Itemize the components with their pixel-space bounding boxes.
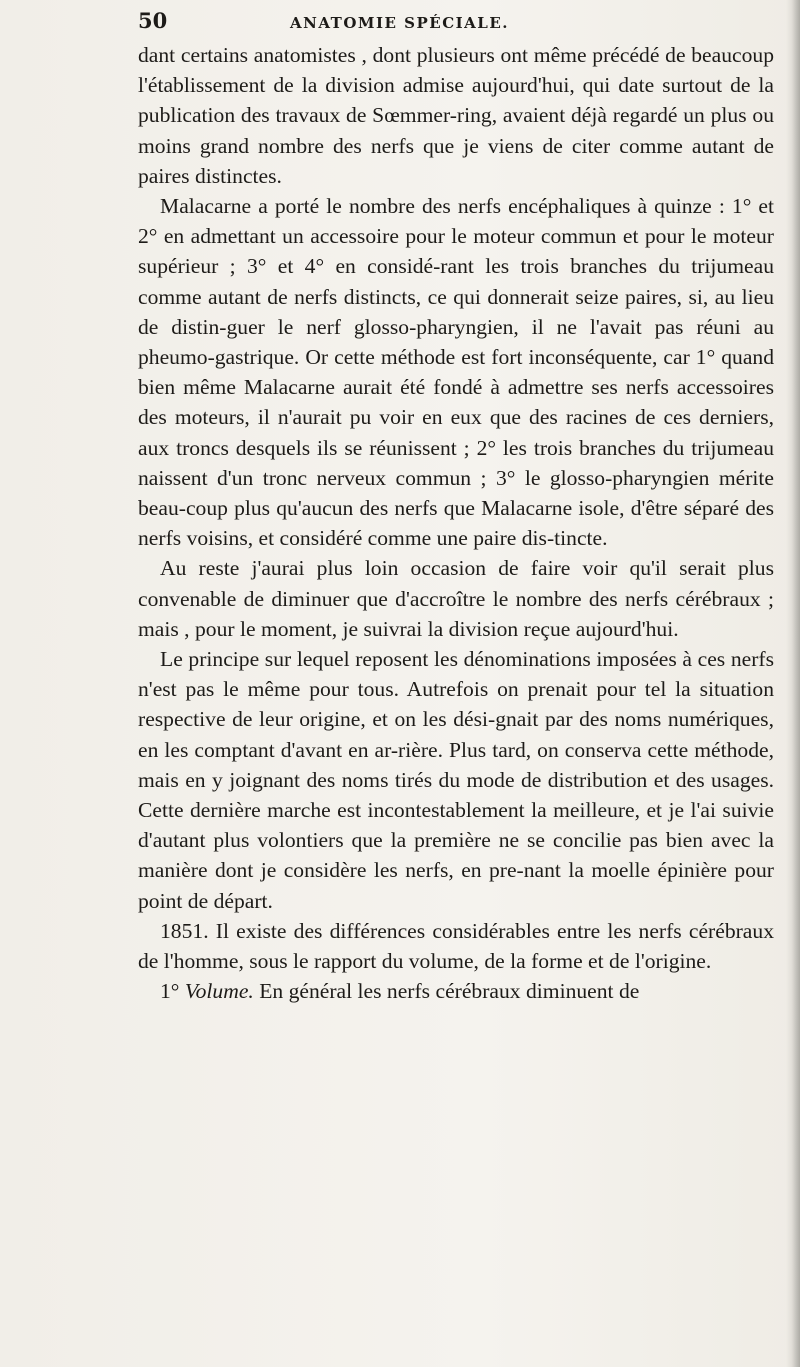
page-header <box>138 8 778 38</box>
page-body <box>138 40 774 1007</box>
page-number: 50 <box>138 8 168 33</box>
paragraph-continuation: dant certains anatomistes , dont plusieurs ont même précédé de beaucoup l'établissement de la division admise aujourd'hui, qui date surtout de la publication des travaux de Sœmmer-ring, avaient déjà regardé un plus ou moins grand nombre des nerfs que je viens de citer comme autant de paires distinctes. <box>138 43 774 188</box>
page-edge-shadow <box>786 0 800 1367</box>
volume-text: En général les nerfs cérébraux diminuent de <box>253 979 640 1004</box>
volume-prefix: 1° <box>160 979 185 1004</box>
paragraph-principe: Le principe sur lequel reposent les dénominations imposées à ces nerfs n'est pas le même pour tous. Autrefois on prenait pour tel la situation respective de leur origine, et on les dési-gnait par des noms numériques, en les comptant d'avant en ar-rière. Plus tard, on conserva cette méthode, mais en y joignant des noms tirés du mode de distribution et des usages. Cette dernière marche est incontestablement la meilleure, et je l'ai suivie d'autant plus volontiers que la première ne se concilie pas bien avec la manière dont je considère les nerfs, en pre-nant la moelle épinière pour point de départ. <box>138 647 774 913</box>
paragraph-volume <box>138 976 774 1006</box>
paragraph-1851: 1851. Il existe des différences considérables entre les nerfs cérébraux de l'homme, sous le rapport du volume, de la forme et de l'origine. <box>138 918 774 974</box>
paragraph-au-reste: Au reste j'aurai plus loin occasion de faire voir qu'il serait plus convenable de diminuer que d'accroître le nombre des nerfs cérébraux ; mais , pour le moment, je suivrai la division reçue aujourd'hui. <box>138 556 774 641</box>
volume-heading: Volume. <box>184 979 254 1004</box>
running-title: ANATOMIE SPÉCIALE. <box>290 14 510 32</box>
paragraph-malacarne: Malacarne a porté le nombre des nerfs encéphaliques à quinze : 1° et 2° en admettant un accessoire pour le moteur commun et pour le moteur supérieur ; 3° et 4° en considé-rant les trois branches du trijumeau comme autant de nerfs distincts, ce qui donnerait seize paires, si, au lieu de distin-guer le nerf glosso-pharyngien, il ne l'avait pas réuni au pheumo-gastrique. Or cette méthode est fort inconséquente, car 1° quand bien même Malacarne aurait été fondé à admettre ses nerfs accessoires des moteurs, il n'aurait pu voir en eux que des racines de ces derniers, aux troncs desquels ils se réunissent ; 2° les trois branches du trijumeau naissent d'un tronc nerveux commun ; 3° le glosso-pharyngien mérite beau-coup plus qu'aucun des nerfs que Malacarne isole, d'être séparé des nerfs voisins, et considéré comme une paire dis-tincte. <box>138 194 774 551</box>
